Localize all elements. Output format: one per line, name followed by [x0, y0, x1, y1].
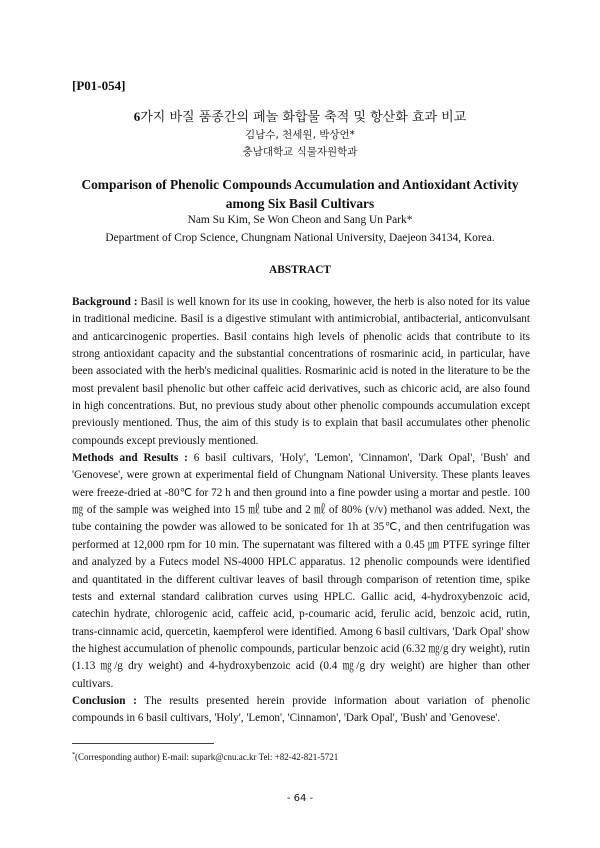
abstract-heading: ABSTRACT — [268, 264, 332, 276]
korean-title — [0, 106, 600, 125]
conclusion-paragraph — [72, 693, 530, 728]
footnote-divider — [72, 743, 214, 744]
korean-title-number: 6 — [133, 109, 141, 124]
page-number: - 64 - — [286, 793, 314, 804]
footnote-marker: * — [72, 752, 75, 758]
footnote-text: (Corresponding author) E-mail: supark@cnu.ac.kr Tel: +82-42-821-5721 — [75, 752, 339, 762]
background-text: Basil is well known for its use in cooking, however, the herb is also noted for its value in traditional medicine. Basil is a digestive stimulant with antimicrobial, antibacterial, anticonvulsant and anticarcinogenic properties. Basil contains high levels of phenolic acids that contribute to its strong antioxidant capacity and the substantial concentrations of rosmarinic acid, in particular, have been associated with the herb's medicinal qualities. Rosmarinic acid is noted in the literature to be the most prevalent basil phenolic but other caffeic acid derivatives, such as chicoric acid, are also found in high concentrations. But, no previous study about other phenolic compounds accumulation except previously mentioned. Thus, the aim of this study is to explain that basil accumulates other phenolic compounds except previously mentioned. — [72, 296, 530, 447]
methods-paragraph — [72, 450, 530, 693]
background-label: Background : — [72, 296, 138, 308]
korean-title-text: 가지 바질 품종간의 페놀 화합물 축적 및 항산화 효과 비교 — [140, 110, 467, 125]
methods-text: 6 basil cultivars, 'Holy', 'Lemon', 'Cinnamon', 'Dark Opal', 'Bush' and 'Genovese', were grown at experimental field of Chungnam National University. These plants leaves were freeze-dried at -80℃ for 72 h and then ground into a fine powder using a mortar and pestle. 100 ㎎ of the sample was weighed into 15 ㎖ tube and 2 ㎖ of 80% (v/v) methanol was added. Next, the tube containing the powder was allowed to be sonicated for 1h at 35℃, and then centrifugation was performed at 12,000 rpm for 10 min. The supernatant was filtered with a 0.45 ㎛ PTFE syringe filter and analyzed by a Futecs model NS-4000 HPLC apparatus. 12 phenolic compounds were identified and quantitated in the different cultivar leaves of basil through comparison of retention time, spike tests and external standard calibration curves using HPLC. Gallic acid, 4-hydroxybenzoic acid, catechin hydrate, chlorogenic acid, caffeic acid, p-coumaric acid, ferulic acid, benzoic acid, rutin, trans-cinnamic acid, quercetin, kaempferol were identified. Among 6 basil cultivars, 'Dark Opal' show the highest accumulation of phenolic compounds, particular benzoic acid (6.32 ㎎/g dry weight), rutin (1.13 ㎎/g dry weight) and 4-hydroxybenzoic acid (0.4 ㎎/g dry weight) are higher than other cultivars. — [72, 452, 530, 690]
korean-affiliation: 충남대학교 식물자원학과 — [242, 146, 358, 158]
english-authors: Nam Su Kim, Se Won Cheon and Sang Un Park* — [187, 214, 413, 226]
english-title — [60, 175, 540, 213]
conclusion-label: Conclusion : — [72, 694, 137, 707]
english-affiliation: Department of Crop Science, Chungnam National University, Daejeon 34134, Korea. — [105, 232, 495, 244]
footnote — [72, 752, 338, 762]
korean-authors: 김남수, 천세원, 박상언* — [245, 129, 355, 141]
poster-code: [P01-054] — [72, 78, 126, 93]
english-title-line1: Comparison of Phenolic Compounds Accumulation and Antioxidant Activity — [81, 177, 519, 192]
abstract-body — [72, 294, 530, 728]
methods-label: Methods and Results : — [72, 452, 188, 465]
background-paragraph — [72, 294, 530, 450]
english-title-line2: among Six Basil Cultivars — [225, 196, 375, 211]
conclusion-text: The results presented herein provide information about variation of phenolic compounds in 6 basil cultivars, 'Holy', 'Lemon', 'Cinnamon', 'Dark Opal', 'Bush' and 'Genovese'. — [72, 694, 530, 725]
